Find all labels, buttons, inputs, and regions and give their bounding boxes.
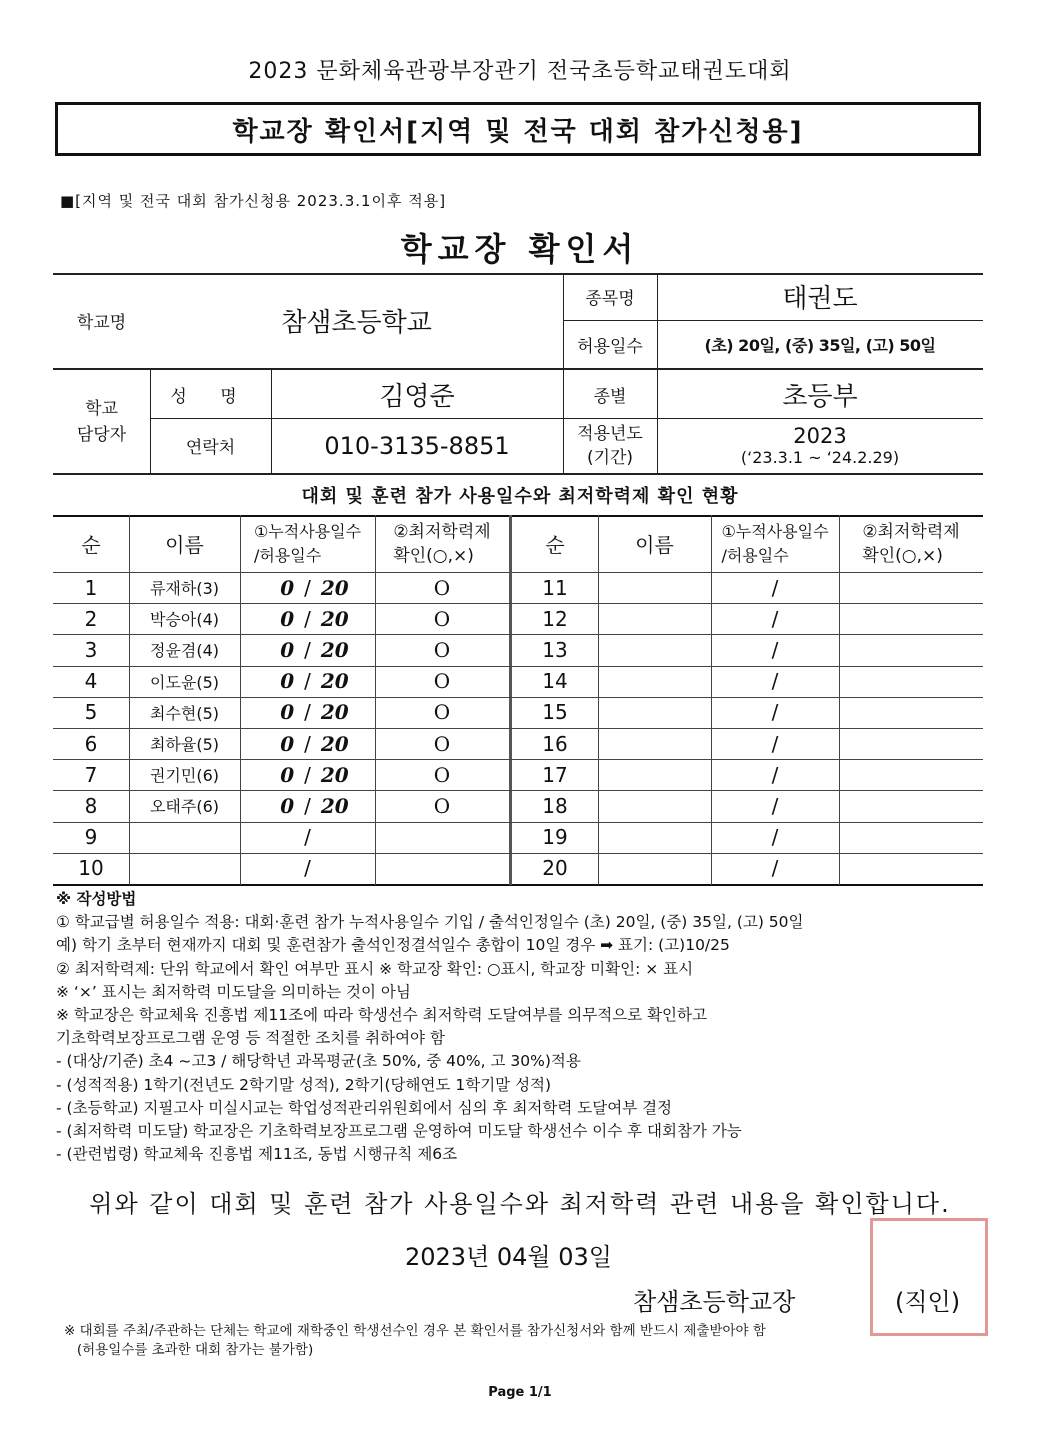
slash: / [304, 793, 311, 818]
row-number: 6 [84, 731, 98, 756]
instruction-line: - (관련법령) 학교체육 진흥법 제11조, 동법 시행규칙 제6조 [56, 1145, 458, 1164]
days-used-cell [240, 759, 375, 790]
school-name-value: 참샘초등학교 [281, 308, 432, 338]
days-used-cell [240, 666, 375, 697]
days-used-cell [240, 603, 375, 634]
days-used-value: 0 [280, 575, 295, 600]
days-used-cell [240, 634, 375, 665]
status-title: 대회 및 훈련 참가 사용일수와 최저학력제 확인 현황 [301, 486, 739, 507]
year-value-cell [657, 418, 983, 473]
row-number: 9 [84, 825, 98, 850]
footnote-line: (허용일수를 초과한 대회 참가는 불가함) [64, 1342, 314, 1358]
document-title: 학교장 확인서 [400, 230, 640, 268]
row-number: 20 [542, 856, 568, 881]
page-number: Page 1/1 [488, 1385, 552, 1400]
manager-name-value: 김영준 [379, 381, 455, 412]
slash: / [771, 856, 779, 881]
days-allowed-value: 20 [320, 669, 349, 694]
slash: / [304, 856, 311, 881]
athlete-name: 류재하(3) [149, 579, 220, 599]
instructions [56, 888, 986, 1166]
instruction-line: 기초학력보장프로그램 운영 등 적절한 조치를 취하여야 함 [56, 1029, 445, 1048]
days-allowed-value: 20 [320, 700, 349, 725]
slash: / [771, 669, 779, 694]
header-days-right: ①누적사용일수 /허용일수 [721, 521, 829, 565]
row-number: 2 [84, 606, 98, 631]
instruction-line: ① 학교급별 허용일수 적용: 대회·훈련 참가 누적사용일수 기입 / 출석인정일수 (초) 20일, (중) 35일, (고) 50일 [56, 913, 804, 932]
instruction-line: ② 최저학력제: 단위 학교에서 확인 여부만 표시 ※ 학교장 확인: ○표시, 학교장 미확인: × 표시 [56, 959, 694, 978]
footnote-line: ※ 대회를 주최/주관하는 단체는 학교에 재학중인 학생선수인 경우 본 확인서를 참가신청서와 함께 반드시 제출받아야 함 [64, 1323, 766, 1339]
instruction-line: ※ 학교장은 학교체육 진흥법 제11조에 따라 학생선수 최저학력 도달여부를 의무적으로 확인하고 [56, 1006, 707, 1025]
header-check-left: ②최저학력제 확인(○,×) [393, 521, 491, 566]
days-used-cell [240, 853, 375, 884]
row-number: 13 [542, 637, 568, 662]
row-number: 3 [84, 637, 98, 662]
athlete-name: 이도윤(5) [149, 672, 220, 692]
instruction-line: 예) 학기 초부터 현재까지 대회 및 훈련참가 출석인정결석일수 총합이 10일 경우 ➡ 표기: (고)10/25 [56, 936, 730, 955]
row-number: 19 [542, 825, 568, 850]
allowed-days-value: (초) 20일, (중) 35일, (고) 50일 [704, 335, 936, 355]
athlete-name [129, 822, 240, 853]
row-number: 15 [542, 700, 568, 725]
contact-value: 010-3135-8851 [324, 431, 510, 460]
row-number: 5 [84, 700, 98, 725]
days-used-cell [240, 822, 375, 853]
days-used-value: 0 [280, 731, 295, 756]
athlete-name: 박승아(4) [149, 610, 220, 630]
row-number: 1 [84, 575, 98, 600]
days-used-value: 0 [280, 669, 295, 694]
form-banner-title [55, 102, 981, 156]
slash: / [304, 637, 311, 662]
min-academic-check: O [433, 575, 451, 600]
days-allowed-value: 20 [320, 637, 349, 662]
slash: / [771, 575, 779, 600]
min-academic-check: O [433, 700, 451, 725]
days-used-cell [240, 697, 375, 728]
slash: / [304, 700, 311, 725]
header-check-right: ②최저학력제 확인(○,×) [862, 521, 960, 566]
slash: / [771, 731, 779, 756]
slash: / [304, 731, 311, 756]
header-name-right: 이름 [635, 533, 674, 557]
days-used-cell [240, 728, 375, 759]
min-academic-check: O [433, 606, 451, 631]
header-no-left: 순 [81, 533, 101, 557]
row-number: 14 [542, 669, 568, 694]
days-used-value: 0 [280, 700, 295, 725]
days-used-cell [240, 572, 375, 603]
slash: / [771, 700, 779, 725]
slash: / [771, 793, 779, 818]
days-allowed-value: 20 [320, 606, 349, 631]
slash: / [304, 825, 311, 850]
manager-label: 학교 담당자 [76, 398, 127, 445]
days-used-value: 0 [280, 762, 295, 787]
min-academic-check: O [433, 669, 451, 694]
row-number: 11 [542, 575, 568, 600]
athlete-name: 최하율(5) [149, 735, 220, 755]
instruction-line: ※ ‘×’ 표시는 최저학력 미도달을 의미하는 것이 아님 [56, 982, 411, 1001]
contact-label: 연락처 [185, 438, 236, 458]
athlete-name: 최수현(5) [149, 703, 220, 723]
instruction-line: - (최저학력 미도달) 학교장은 기초학력보장프로그램 운영하여 미도달 학생선수 이수 후 대회참가 가능 [56, 1122, 742, 1141]
days-allowed-value: 20 [320, 731, 349, 756]
event-label: 종목명 [585, 289, 635, 309]
instruction-line: - (초등학교) 지필고사 미실시교는 학업성적관리위원회에서 심의 후 최저학력 도달여부 결정 [56, 1098, 673, 1117]
min-academic-check [375, 853, 509, 884]
slash: / [771, 606, 779, 631]
status-table [53, 515, 983, 885]
slash: / [304, 669, 311, 694]
year-value: 2023 [793, 424, 847, 448]
athlete-name: 오태주(6) [149, 797, 220, 817]
row-number: 8 [84, 793, 98, 818]
days-used-value: 0 [280, 637, 295, 662]
athlete-name: 권기민(6) [149, 766, 220, 786]
slash: / [771, 762, 779, 787]
category-label: 종별 [593, 386, 627, 407]
days-used-value: 0 [280, 606, 295, 631]
year-label: 적용년도 (기간) [577, 423, 643, 468]
athlete-name [129, 853, 240, 884]
slash: / [771, 825, 779, 850]
row-number: 10 [78, 856, 104, 881]
header-days-left: ①누적사용일수 /허용일수 [253, 521, 362, 565]
allowed-days-label: 허용일수 [577, 336, 643, 357]
principal-title: 참샘초등학교장 [633, 1288, 796, 1316]
row-number: 18 [542, 793, 568, 818]
competition-title: 2023 문화체육관광부장관기 전국초등학교태권도대회 [248, 59, 792, 84]
slash: / [304, 762, 311, 787]
footnote [64, 1322, 984, 1360]
school-name-label: 학교명 [76, 313, 127, 333]
instruction-line: - (대상/기준) 초4 ~고3 / 해당학년 과목평균(초 50%, 중 40%, 고 30%)적용 [56, 1052, 581, 1071]
header-name-left: 이름 [165, 533, 204, 557]
min-academic-check: O [433, 637, 451, 662]
slash: / [771, 637, 779, 662]
header-no-right: 순 [545, 533, 565, 557]
row-number: 7 [84, 762, 98, 787]
min-academic-check: O [433, 731, 451, 756]
days-used-cell [240, 790, 375, 821]
row-number: 17 [542, 762, 568, 787]
confirmation-statement: 위와 같이 대회 및 훈련 참가 사용일수와 최저학력 관련 내용을 확인합니다. [89, 1190, 951, 1218]
slash: / [304, 575, 311, 600]
slash: / [304, 606, 311, 631]
min-academic-check: O [433, 793, 451, 818]
period-value: (‘23.3.1 ~ ‘24.2.29) [740, 448, 900, 467]
event-value: 태권도 [782, 284, 858, 314]
school-info-table [53, 273, 983, 473]
seal-label: (직인) [895, 1288, 961, 1316]
application-notice: ■[지역 및 전국 대회 참가신청용 2023.3.1이후 적용] [60, 192, 447, 210]
days-allowed-value: 20 [320, 575, 349, 600]
official-seal-stamp [870, 1218, 988, 1336]
min-academic-check [375, 822, 509, 853]
instruction-line: ※ 작성방법 [56, 890, 137, 908]
days-used-value: 0 [280, 793, 295, 818]
days-allowed-value: 20 [320, 793, 349, 818]
row-number: 16 [542, 731, 568, 756]
category-value: 초등부 [782, 381, 858, 412]
confirmation-date: 2023년 04월 03일 [405, 1243, 612, 1271]
manager-name-label: 성 명 [170, 386, 251, 407]
row-number: 12 [542, 606, 568, 631]
row-number: 4 [84, 669, 98, 694]
instruction-line: - (성적적용) 1학기(전년도 2학기말 성적), 2학기(당해연도 1학기말 성적) [56, 1075, 552, 1094]
min-academic-check: O [433, 762, 451, 787]
athlete-name: 정윤겸(4) [149, 641, 220, 661]
days-allowed-value: 20 [320, 762, 349, 787]
banner-text: 학교장 확인서[지역 및 전국 대회 참가신청용] [232, 116, 804, 147]
